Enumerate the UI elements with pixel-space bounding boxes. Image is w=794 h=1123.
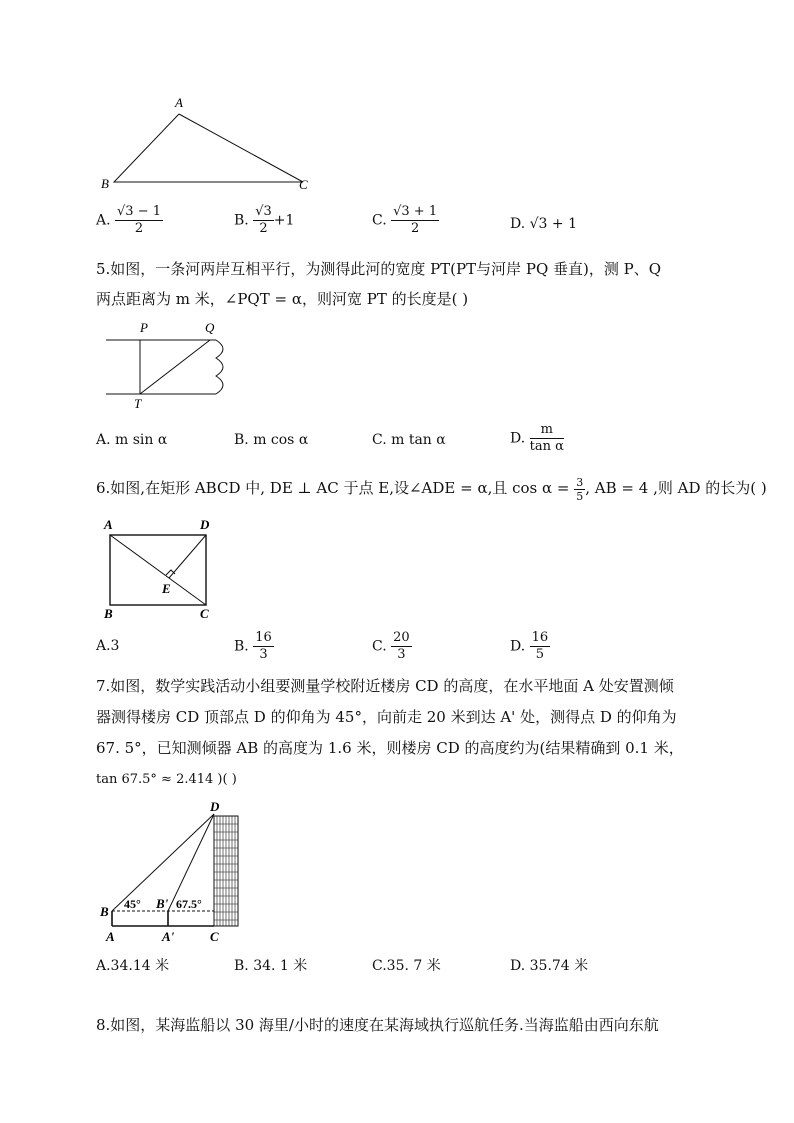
q4-option-a: A. $\frac{√3 - 1}{2}$	[96, 204, 161, 236]
label-t: T	[134, 396, 142, 411]
q5-line2: 两点距离为 m 米，∠PQT = α，则河宽 PT 的长度是( )	[96, 290, 469, 308]
label-d: D	[210, 799, 220, 814]
q7-option-b: B. 34. 1 米	[234, 958, 308, 974]
q6-c-num: 20	[393, 630, 410, 645]
q5-option-a: A. m sin α	[96, 432, 168, 448]
q5-option-c: C. m tan α	[372, 432, 446, 448]
label-e: E	[162, 581, 171, 596]
q7-option-d: D. 35.74 米	[510, 958, 589, 974]
q4-b-num: √3	[255, 204, 272, 219]
triangle-abc-figure	[95, 92, 325, 192]
q6-option-a: A.3	[96, 638, 120, 654]
q7-line2: 器测得楼房 CD 顶部点 D 的仰角为 45°，向前走 20 米到达 A' 处，测得点 D 的仰角为	[96, 708, 677, 726]
q6-line1: 6.如图,在矩形 ABCD 中, DE ⊥ AC 于点 E,设∠ADE = α,且 cos α = $\frac{3}{5}$ , AB = 4 ,则 AD 的长为( )	[96, 475, 767, 503]
label-p: P	[140, 320, 148, 335]
q4-c-num: √3 + 1	[393, 204, 438, 219]
q6-option-b: B. $\frac{16}{3}$	[234, 630, 272, 662]
q5-d-num: m	[530, 422, 564, 439]
q6-d-num: 16	[531, 630, 549, 645]
rectangle-abcd-figure	[100, 515, 220, 623]
river-figure	[104, 318, 244, 412]
q7-line4: tan 67.5° ≈ 2.414 )( )	[96, 772, 237, 787]
q8-line1: 8.如图，某海监船以 30 海里/小时的速度在某海域执行巡航任务.当海监船由西向东航	[96, 1016, 659, 1034]
q6-option-c: C. $\frac{20}{3}$	[372, 630, 410, 662]
label-c: C	[210, 929, 219, 944]
label-d: D	[200, 517, 210, 532]
angle-45-label: 45°	[124, 897, 141, 911]
q6-cos-num: 3	[576, 475, 584, 489]
q6-c-den: 3	[397, 647, 406, 662]
label-a: A	[104, 517, 113, 532]
q7-line3: 67. 5°，已知测倾器 AB 的高度为 1.6 米，则楼房 CD 的高度约为(结果精确到 0.1 米，	[96, 739, 684, 757]
q6-d-den: 5	[535, 647, 545, 662]
label-a: A	[106, 929, 115, 944]
building-figure	[98, 798, 248, 944]
q5-line1: 5.如图，一条河两岸互相平行，为测得此河的宽度 PT(PT与河岸 PQ 垂直)，测 P、Q	[96, 260, 662, 278]
label-c: C	[200, 606, 209, 621]
q4-b-den: 2	[259, 221, 268, 236]
q6-option-d: D. $\frac{16}{5}$	[510, 630, 549, 662]
q5-option-d: D. $\frac{m}{\text{tan α}}$	[510, 422, 564, 454]
q6-cos-den: 5	[576, 489, 584, 503]
q4-option-d: D. √3 + 1	[510, 216, 578, 232]
q7-line1: 7.如图，数学实践活动小组要测量学校附近楼房 CD 的高度，在水平地面 A 处安置测倾	[96, 677, 674, 695]
label-a: A	[175, 95, 183, 110]
q6-b-den: 3	[259, 647, 268, 662]
q5-d-den: tan α	[529, 439, 564, 454]
q4-option-c: C. $\frac{√3 + 1}{2}$	[372, 204, 438, 236]
angle-67-label: 67.5°	[176, 897, 202, 911]
label-b-prime: B'	[156, 896, 169, 911]
label-b: B	[104, 606, 113, 621]
q4-c-den: 2	[410, 221, 420, 236]
q6-b-num: 16	[255, 630, 272, 645]
q4-option-b: B. $\frac{√3}{2}$ +1	[234, 204, 295, 236]
q7-option-c: C.35. 7 米	[372, 958, 441, 974]
q4-a-num: √3 − 1	[117, 204, 161, 219]
q4-a-den: 2	[134, 221, 144, 236]
q7-option-a: A.34.14 米	[96, 958, 170, 974]
label-a-prime: A'	[162, 929, 175, 944]
label-b: B	[100, 904, 109, 919]
label-b: B	[101, 176, 109, 191]
q5-option-b: B. m cos α	[234, 432, 309, 448]
label-q: Q	[205, 320, 215, 335]
label-c: C	[299, 177, 308, 192]
